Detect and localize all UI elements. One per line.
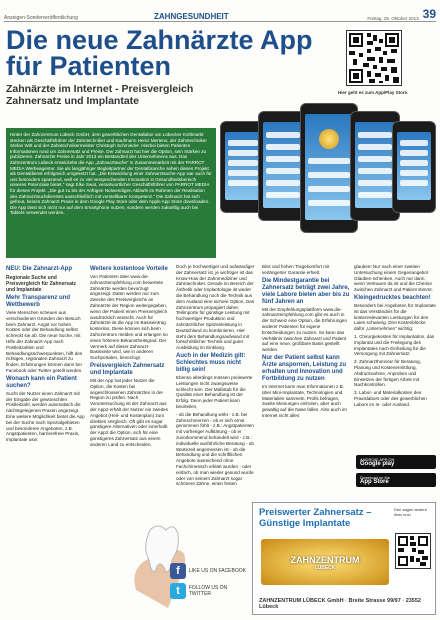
text-patient-trust: Im Internet kann man Informationen z.B. über Mini-Implantate, Technologien und Materialien sammeln, Profis befragen, zweite Meinungen einholen, aber auch gewaltig auf die Nase fallen. Also auch im Internet nicht alles	[262, 383, 347, 418]
headline: Die neue Zahnärzte App für Patienten	[6, 25, 313, 81]
text-cost-item-2: 2. Zahnarzthonorar für Beratung, Planung und Kostenermittlung, Abdrucknahme, Anproben und Einsetzen der fertigen Arbeit mit Nachkontrollen.	[354, 359, 421, 388]
header-section: ZAHNGESUNDHEIT	[154, 12, 229, 21]
ad-qr-caption: Den sagen andere über uns!	[394, 507, 427, 517]
text-fine-print: Besonders bei Angeboten für Implantate ist das Verständnis für die kostenrelevanten Leistungen für den Laien schwierig. Drei Kostenblöcke dafür „Unternehmen“ wichtig:	[354, 302, 436, 332]
app-screenshots	[220, 103, 436, 263]
heading-new-app-sub: Regionale Suche und Preisvergleich für Zahnersatz und Implantate	[6, 275, 77, 293]
qr-caption: Hier geht es zum App/Play Store.	[338, 90, 409, 95]
logo-text: ZAHNZENTRUM	[290, 555, 360, 565]
zahnzentrum-logo	[261, 539, 389, 585]
text-second-opinion: glauben! Nur nach einer zweiten Untersuchung einem Gegenangebot Glauben schenken. Auch nur dann, wenn Vertrauen da ist und die Chemie zwischen Zahnarzt und Patient stimmt.	[354, 264, 433, 293]
google-play-small: ANDROID APP ON	[360, 457, 395, 462]
google-play-label: Google play	[360, 461, 395, 467]
twitter-link[interactable]	[170, 583, 250, 599]
qr-code-play-store[interactable]	[406, 30, 436, 86]
ad-title: Preiswerter Zahnersatz – Günstige Implantate	[259, 507, 372, 529]
intro-box: Hinter der Zahnzentrum Lübeck GmbH, dem gewerblichen Dentallabor am Lübecker Kohlmarkt stecken als Geschäftsführer der Zahntechniker und Kaufmann Heinz Mertens, der Zahntechniker Stefan Witt und der Zahntechnikermeister Christoph Schmieder. Hierbei bieten Patienten Informationen rund um Zahnersatz und Preise. Der Zahnarzt hat hier die Option, sein Stärken zu publizieren. Zahnärzte Preise in Jahr 2013 ein Bestandteil des Unternehmens aus. Das Zahnzentrum Lübeck entwickelte die App „Zahnarztsuche“ in Zusammenarbeit mit der PARROT MEDIA Werbeagentur. Sie als langjähriger Begleitpartner der Dentalbranche sehen dieses Projekt als Dentaldienst erfolgreich umgesetzt hat. „Die Entwicklung einer Zahnarztsuche-App war auch für uns besonders spannend, weil es zu viel versprechenden Innovation in Gesundheitsbereich unseres Potenziale bietet,“ sagt Elke Swat, verantwortlicher Geschäftsführer von PARROT MEDIA für dieses Projekt. „Die gut zu bis der Anfügen Notwendigen Abläufe im Rahmen der Realisation des Zahnarztsuchdienstes ausschließlich mit vorstellbarer Kompetenz.“ Die Zahnarzt hat sich gefreut, keines Zahnarzt Praxis in dem Google Play Store oder dem Apple App Store downloaden. Die App lässt sich nicht nur auf dem Smartphone nutzen, sondern werden zukünftig auch bei Tablets verwendet werden.	[6, 128, 216, 258]
app-store-small: Download on the	[360, 475, 391, 480]
twitter-label: FOLLOW US ON TWITTER	[188, 585, 228, 597]
page-header	[4, 4, 436, 22]
heading-warranty: Die Mindestgarantie bei Zahnersatz beträgt zwei Jahre, viele Labore bieten aber bis zu fünf Jahren an	[262, 277, 350, 305]
store-badges	[356, 455, 436, 491]
text-patient-search: Sucht der Nutzer einen Zahnarzt mit der Eingabe der gewünschten Postleitzahl, werden automatisch die nächstgelegenen Praxen angezeigt. Eine weitere Möglichkeit bietet die App bei der Suche nach Spezialgebieten und besonderen Angeboten, z.B. Angstpatienten, barrierefreie Praxis, Implantate usw.	[6, 390, 85, 443]
column-4	[262, 264, 350, 498]
column-3	[176, 264, 256, 560]
text-transparency: Viele Menschen scheuen aus verschiedenen Gründen den Besuch beim Zahnarzt. Angst vor hohen Kosten oder der Behandlung selbst schreckt sie ab. Die neue Suche, mit Hilfe der Zahnarzt-App nach Postleitzahlen und Behandlungsschwerpunkten, hilft den richtigen, regionalen Zahnarzt zu finden. Erfahrungen können dann bei Facebook oder Twitter geteilt werden.	[6, 310, 83, 373]
heading-price-comparison: Preisvergleich Zahnersatz und Implantate	[90, 362, 165, 376]
facebook-label: LIKE US ON FACEBOOK	[189, 568, 246, 574]
heading-patient-trust: Nur der Patient selbst kann Ärzte anspornen, Leistung zu erhalten und Innovation und Fortbildung zu nutzen	[262, 354, 347, 382]
advertisement-box	[252, 502, 436, 615]
ad-address: ZAHNZENTRUM LÜBECK GmbH · Breite Strasse 99/97 · 23552 Lübeck	[259, 598, 421, 610]
column-1	[6, 264, 86, 614]
phone-right	[392, 121, 436, 213]
heading-cheap: Auch in der Medizin gilt: Schlechtes muss nicht billig sein!	[176, 352, 246, 373]
social-links	[170, 563, 250, 611]
text-free-benefits: Von Patienten über www.die-zahnarztempfehlung.com bewertete Zahnärzte werden bevorzugt angezeigt. Daten werden nur zum Zwecke des Preisvergleichs an Zahnärzte der Region weitergegeben, wenn der Patient einen Preisvergleich ausdrücklich wünscht. Auch für Zahnärzte ist die App im Basiseintrag kostenlos. Diese können sich beim Zahnzentrum melden und erlangen so einen höheren Bekanntheitsgrad. Der Vermerk auf dieser Zahnarzt-Basisseite wird, wie in anderen Suchportalen, bevorzugt.	[90, 274, 168, 361]
app-store-badge[interactable]	[356, 473, 436, 487]
text-cost-item-1: 1. Chirurgiekosten für Implantation, das Implantat und die Freilegung des Implantates nach Einheilung für die Versorgung mit Zahnersatz.	[354, 333, 435, 357]
euro-coin-icon	[319, 129, 339, 149]
qr-code-app-store[interactable]	[346, 30, 402, 86]
header-date: Freitag, 25. Oktober 2013	[367, 16, 419, 21]
google-play-badge[interactable]	[356, 455, 436, 469]
heading-patient-search: Wonach kann ein Patient suchen?	[6, 375, 77, 389]
text-cost-item-3: 3. Labor- und Materialkosten des Praxislabors oder des gewerblichen Labors im In- oder Ausland.	[354, 390, 427, 407]
heading-new-app: NEU: Die Zahnarzt-App	[6, 266, 72, 272]
subheadline: Zahnärzte im Internet - Preisvergleich Zahnersatz und Implantate	[6, 83, 194, 107]
heading-transparency: Mehr Transparenz und Wettbewerb	[6, 295, 71, 308]
heading-free-benefits: Weitere kostenlose Vorteile	[90, 266, 168, 272]
facebook-link[interactable]	[170, 563, 250, 579]
app-store-label: App Store	[360, 479, 389, 485]
text-criteria-list: - ob die Behandlung wirkt - z.B. bei Zahnschmerzen - ob er sich ernst genommen fühlt - z.B.: Angstpatienten mit vorheriger Aufklärung - ob er zuvorkommend behandelt wird - z.B.: individuelle ausführliche Beratung - ob Wartezeit angemessen ist - ob die Behandlung und die schriftlichen Angebote ausreichend ohne Fachchinesisch erklärt wurden - oder einfach, ob man wieder gesund wurde oder von seinem Zahnarzt sogar schönere Zähne, einen festen	[176, 411, 254, 487]
text-bite: Biss und hohen Tragekomfort mit verlängerter Garantie erhielt.	[262, 264, 330, 275]
text-cheap: Ebenso allerdings müssen preiswerte Leistungen nicht zwangsweise schlecht sein. Der Maßstab für die Qualität einer Behandlung ist der Erfolg. Denn jeder Patient kann beurteilen,	[176, 374, 253, 409]
facebook-icon: f	[170, 563, 186, 579]
ad-qr-code[interactable]	[395, 533, 431, 569]
column-5	[354, 264, 436, 450]
text-price-comparison: Mit der App hat jeder Nutzer die Option, die Kosten bei angeschlossenen Zahnärzten in der Region zu prüfen. Nach Voruntersuchung ist der Zahnarzt aus der App2 erhält der Nutzer ein zweites Angebot (Heil- und Kostenplan) zum direkten Vergleich. Oft gibt es sogar günstigere Alternativen oder innerhalb der App2 die Option, sich für eine günstigeres Zahnersatz aus einem anderen Land zu entscheiden.	[90, 377, 168, 447]
twitter-icon: t	[170, 583, 186, 599]
header-supplement: Anzeigen-Sonderveröffentlichung	[4, 15, 78, 21]
column-2	[90, 264, 170, 516]
text-quality: Doch je hochwertiger und aufwändiger der Zahnersatz ist, je wichtiger ist das Know-How der Zahnmediziner und Zahntechniker. Gerade im Bereich der Ästhetik oder Implantologie ist weder die Behandlung noch die Technik aus dem Ausland eine sichere Option. Das Zahnzentrum propagiert daher, Teilimporte für günstige Leistung mit hochwertiger Produktion und zahnärztlicher Spitzenleistung in Deutschland zu kombinieren. Hier steht dem Behandlungsaufwand mit fortschrittlicher Technik und guter Ausbildung im Einklang.	[176, 264, 255, 351]
logo-subtext: LÜBECK	[314, 565, 336, 571]
heading-fine-print: Kleingedrucktes beachten!	[354, 294, 431, 301]
page-number: 39	[422, 7, 436, 21]
text-warranty: Mit der Empfehlungsplattform www.die-zahnarztempfehlung.com gibt es auch in der Schweiz eine Option, die Erfahrungen anderer Patienten für eigene Entscheidungen zu nutzen. So kann das Verhältnis zwischen Zahnarzt und Patient auf eine neue, großbare Basis gestellt werden.	[262, 306, 348, 353]
